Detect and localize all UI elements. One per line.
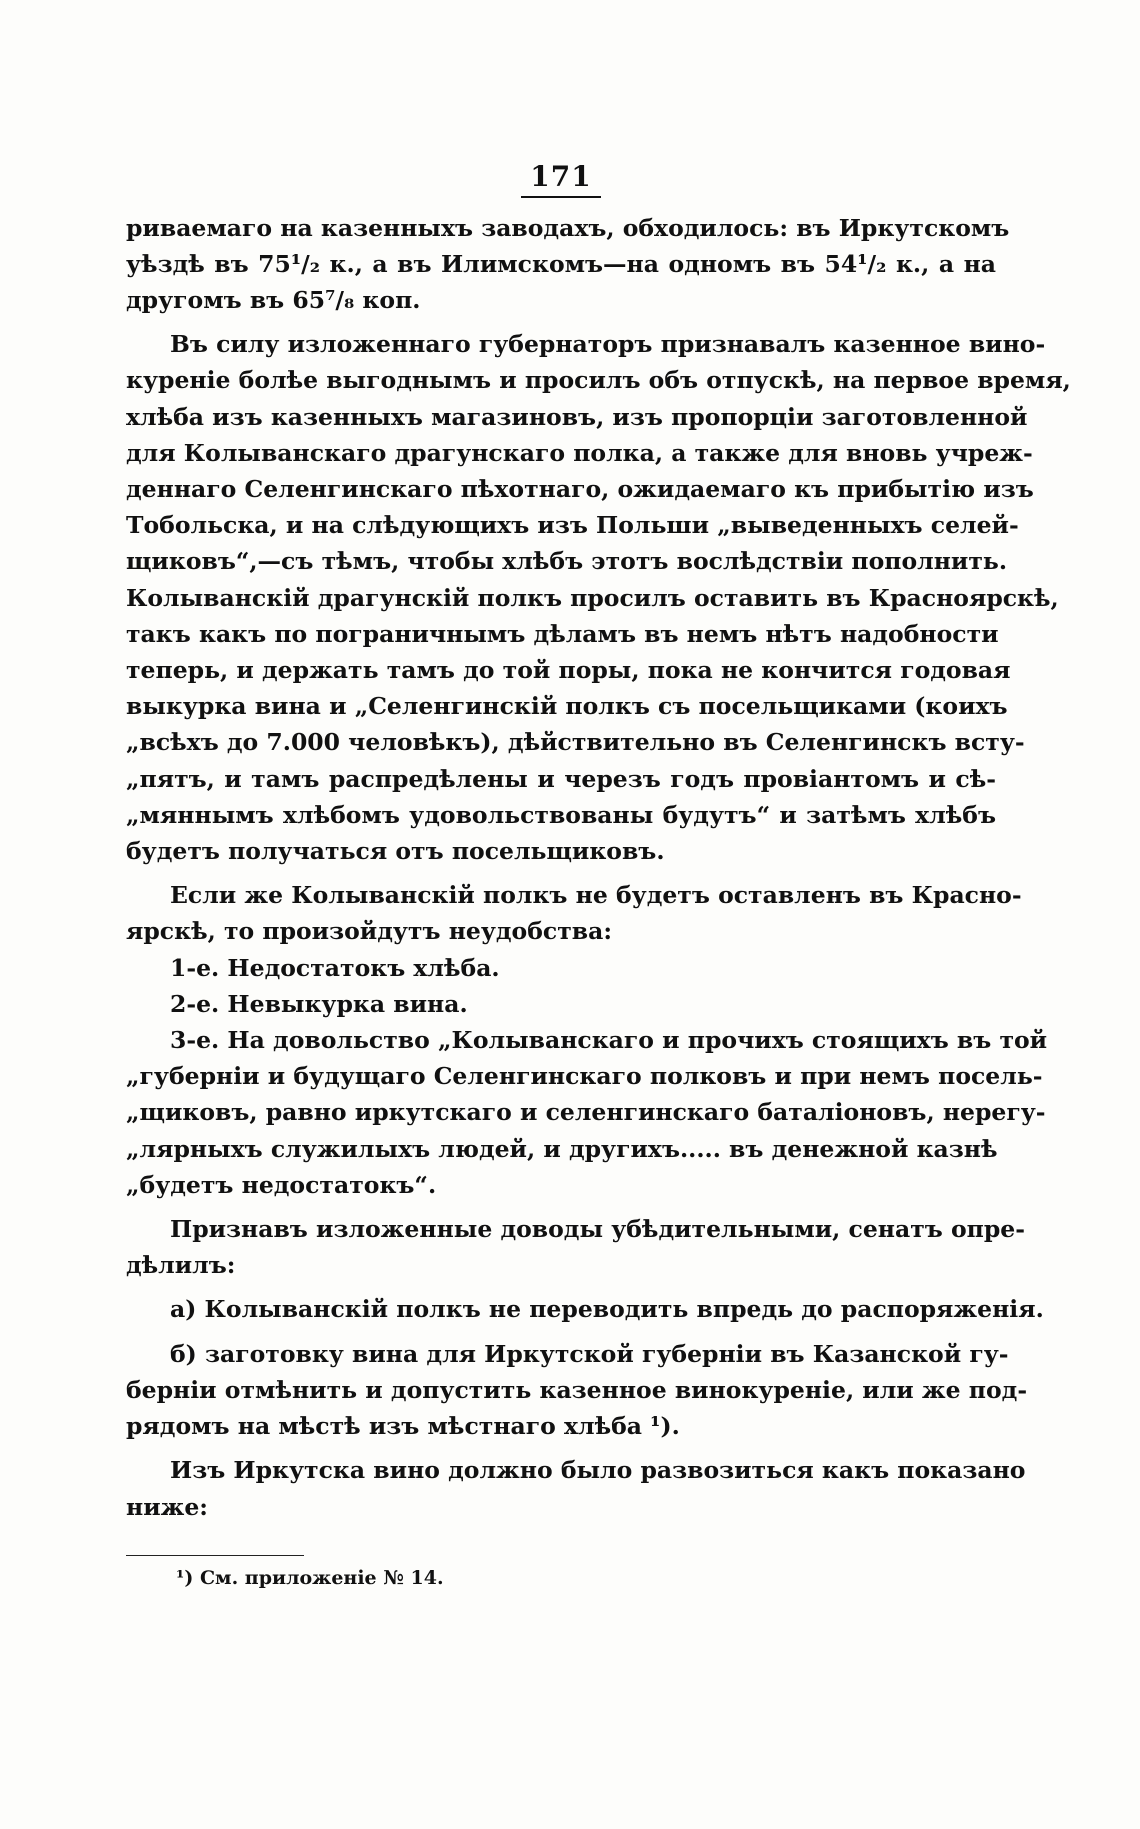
text-line: дѣлилъ: — [126, 1251, 236, 1280]
text-line: куреніе болѣе выгоднымъ и просилъ объ отпускѣ, на первое время, — [126, 366, 1071, 395]
text-line: „всѣхъ до 7.000 человѣкъ), дѣйствительно въ Селенгинскъ всту- — [126, 728, 1025, 757]
page-number: 171 — [521, 160, 601, 198]
text-line: „губерніи и будущаго Селенгинскаго полковъ и при немъ посель- — [126, 1062, 1043, 1091]
text-line: Колыванскій драгунскій полкъ просилъ оставить въ Красноярскѣ, — [126, 583, 1059, 612]
text-line: ниже: — [126, 1492, 208, 1521]
text-line: „щиковъ, равно иркутскаго и селенгинскаго баталіоновъ, нерегу- — [126, 1098, 1046, 1127]
text-line: „мяннымъ хлѣбомъ удовольствованы будутъ“ и затѣмъ хлѣбъ — [126, 800, 996, 829]
paragraph-decision-a — [126, 1291, 1044, 1327]
text-line: ярскѣ, то произойдутъ неудобства: — [126, 917, 612, 946]
paragraph-continuation — [126, 210, 1010, 319]
footnote-divider — [126, 1555, 304, 1556]
list-item: 2-е. Невыкурка вина. — [170, 989, 468, 1018]
text-line: уѣздѣ въ 75¹/₂ к., а въ Илимскомъ—на одномъ въ 54¹/₂ к., а на — [126, 249, 996, 278]
list-item: 1-е. Недостатокъ хлѣба. — [170, 953, 500, 982]
text-line: щиковъ“,—съ тѣмъ, чтобы хлѣбъ этотъ вослѣдствіи пополнить. — [126, 547, 1008, 576]
footnote-text: См. приложеніе № 14. — [199, 1566, 444, 1589]
text-line: б) заготовку вина для Иркутской губерніи въ Казанской гу- — [170, 1339, 1009, 1368]
text-line: деннаго Селенгинскаго пѣхотнаго, ожидаемаго къ прибытію изъ — [126, 475, 1034, 504]
footnote — [126, 1566, 996, 1590]
paragraph-senate — [126, 1211, 1025, 1283]
text-line: „будетъ недостатокъ“. — [126, 1170, 437, 1199]
text-line: другомъ въ 65⁷/₈ коп. — [126, 286, 421, 314]
paragraph-item-three — [126, 1022, 1048, 1203]
footnote-marker: ¹) — [176, 1566, 194, 1589]
text-line: Изъ Иркутска вино должно было развозиться какъ показано — [170, 1456, 1026, 1485]
text-line: берніи отмѣнить и допустить казенное винокуреніе, или же под- — [126, 1375, 1028, 1404]
text-line: теперь, и держать тамъ до той поры, пока не кончится годовая — [126, 656, 1011, 685]
text-line: для Колыванскаго драгунскаго полка, а также для вновь учреж- — [126, 438, 1033, 467]
text-line: Въ силу изложеннаго губернаторъ признавалъ казенное вино- — [170, 330, 1046, 359]
text-line: Признавъ изложенные доводы убѣдительными, сенатъ опре- — [170, 1215, 1025, 1244]
text-line: „пятъ, и тамъ распредѣлены и черезъ годъ провіантомъ и сѣ- — [126, 764, 996, 793]
paragraph-inconveniences — [126, 877, 1022, 949]
text-line: „лярныхъ служилыхъ людей, и другихъ..... въ денежной казнѣ — [126, 1134, 998, 1163]
text-line: Тобольска, и на слѣдующихъ изъ Польши „выведенныхъ селей- — [126, 511, 1019, 540]
paragraph-decision-b — [126, 1336, 1028, 1445]
text-line: а) Колыванскій полкъ не переводить впредь до распоряженія. — [170, 1295, 1044, 1324]
text-line: такъ какъ по пограничнымъ дѣламъ въ немъ нѣтъ надобности — [126, 619, 999, 648]
text-line: будетъ получаться отъ посельщиковъ. — [126, 837, 665, 866]
paragraph-governor — [126, 326, 1071, 869]
page-body — [126, 160, 1071, 1590]
text-line: хлѣба изъ казенныхъ магазиновъ, изъ пропорціи заготовленной — [126, 402, 1028, 431]
text-line: выкурка вина и „Селенгинскій полкъ съ посельщиками (коихъ — [126, 692, 1008, 721]
text-line: рядомъ на мѣстѣ изъ мѣстнаго хлѣба ¹). — [126, 1412, 680, 1441]
text-line: 3-е. На довольство „Колыванскаго и прочихъ стоящихъ въ той — [170, 1026, 1048, 1055]
paragraph-distribution — [126, 1452, 1026, 1524]
text-line: риваемаго на казенныхъ заводахъ, обходилось: въ Иркутскомъ — [126, 213, 1010, 242]
text-line: Если же Колыванскій полкъ не будетъ оставленъ въ Красно- — [170, 881, 1022, 910]
